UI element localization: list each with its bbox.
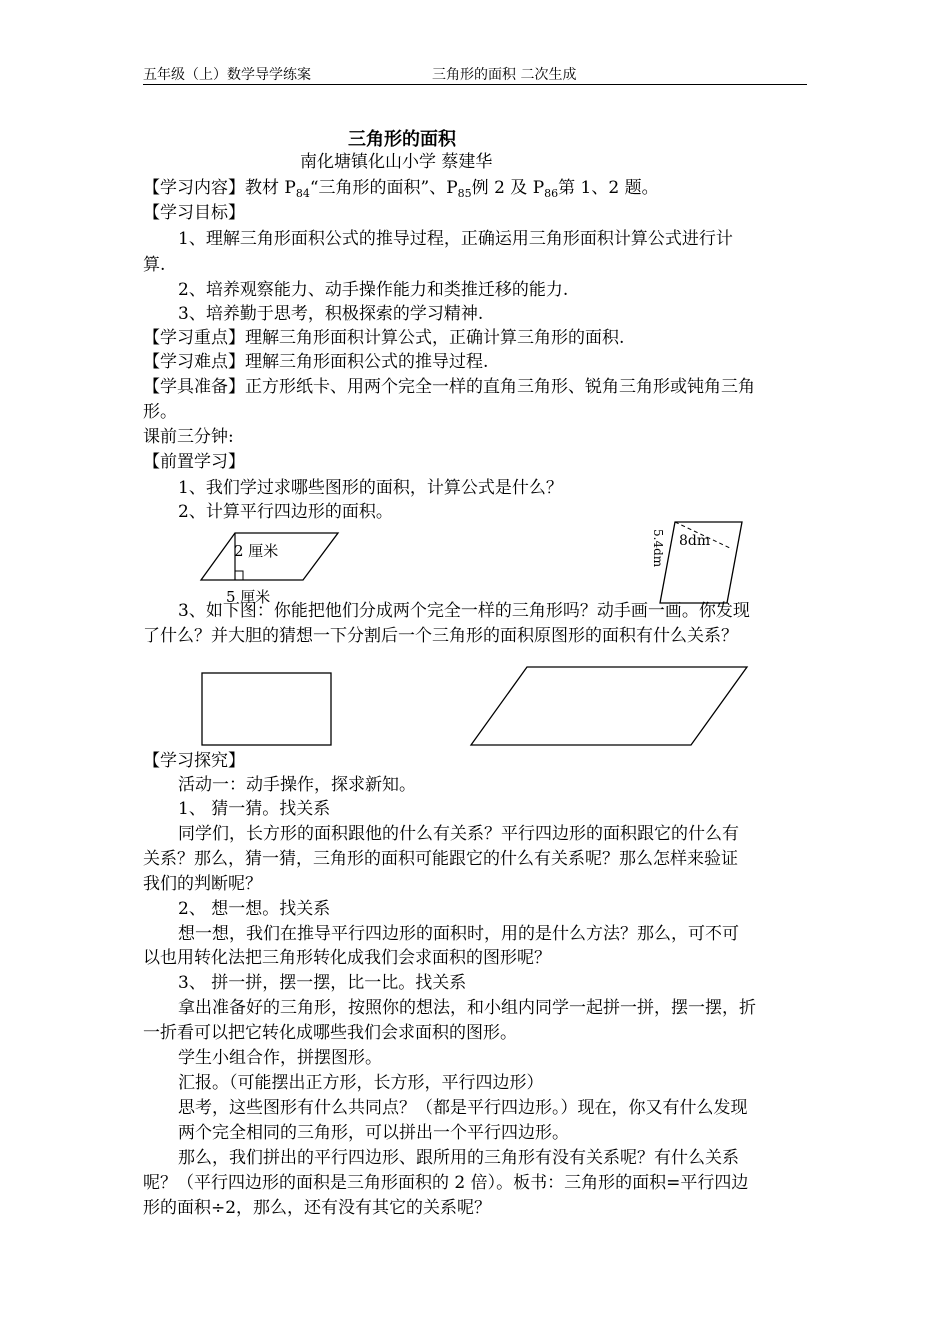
tools-line-1: 【学具准备】正方形纸卡、用两个完全一样的直角三角形、锐角三角形或钝角三角 bbox=[143, 377, 755, 397]
goal-1-line-2: 算. bbox=[143, 255, 166, 275]
step-1-line-3: 我们的判断呢？ bbox=[143, 874, 262, 894]
header-right: 三角形的面积 二次生成 bbox=[432, 67, 577, 83]
relation-line-1: 那么，我们拼出的平行四边形、跟所用的三角形有没有关系呢？有什么关系 bbox=[178, 1148, 739, 1168]
pre-question-1: 1、我们学过求哪些图形的面积，计算公式是什么？ bbox=[178, 478, 563, 498]
learning-content bbox=[143, 176, 659, 202]
fig2-base-label: 8dm bbox=[679, 533, 711, 549]
goal-2: 2、培养观察能力、动手操作能力和类推迁移的能力. bbox=[178, 280, 569, 300]
content-sub-c: 86 bbox=[544, 187, 559, 200]
content-text-c: 例 2 及 P bbox=[471, 178, 545, 198]
fig2-height-label: 5.4dm bbox=[651, 529, 665, 568]
pre-three-minutes: 课前三分钟: bbox=[143, 427, 234, 447]
page-title: 三角形的面积 bbox=[348, 129, 456, 150]
content-sub-b: 85 bbox=[457, 187, 472, 200]
step-1-title: 1、 猜一猜。找关系 bbox=[178, 799, 331, 819]
pre-question-2: 2、计算平行四边形的面积。 bbox=[178, 502, 393, 522]
right-angle-mark bbox=[235, 571, 243, 580]
step-2-line-1: 想一想，我们在推导平行四边形的面积时，用的是什么方法？那么，可不可 bbox=[178, 924, 739, 944]
explore-heading: 【学习探究】 bbox=[143, 751, 245, 771]
content-tag: 【学习内容】 bbox=[143, 178, 245, 198]
step-3-line-1: 拿出准备好的三角形，按照你的想法，和小组内同学一起拼一拼，摆一摆，折 bbox=[178, 998, 756, 1018]
author-line: 南化塘镇化山小学 蔡建华 bbox=[300, 152, 493, 172]
pre-question-3-line-1: 3、如下图：你能把他们分成两个完全一样的三角形吗？动手画一画。你发现 bbox=[178, 601, 750, 621]
relation-line-3: 形的面积÷2，那么，还有没有其它的关系呢？ bbox=[143, 1198, 492, 1218]
key-point: 【学习重点】理解三角形面积计算公式，正确计算三角形的面积. bbox=[143, 328, 625, 348]
group-work: 学生小组合作，拼摆图形。 bbox=[178, 1048, 382, 1068]
parallelogram-shape bbox=[471, 667, 747, 745]
step-2-title: 2、 想一想。找关系 bbox=[178, 899, 331, 919]
relation-line-2: 呢？（平行四边形的面积是三角形面积的 2 倍）。板书：三角形的面积=平行四边 bbox=[143, 1173, 749, 1193]
cutting-figures bbox=[195, 665, 755, 755]
pre-question-3-line-2: 了什么？并大胆的猜想一下分割后一个三角形的面积原图形的面积有什么关系？ bbox=[143, 626, 738, 646]
parallelogram-figure-1 bbox=[190, 524, 370, 604]
report: 汇报。（可能摆出正方形，长方形，平行四边形） bbox=[178, 1073, 544, 1093]
content-text-d: 第 1、2 题。 bbox=[558, 178, 659, 198]
content-text-b: “三角形的面积”、P bbox=[309, 178, 458, 198]
content-text-a: 教材 P bbox=[245, 178, 296, 198]
difficulty: 【学习难点】理解三角形面积公式的推导过程. bbox=[143, 352, 489, 372]
finding: 两个完全相同的三角形，可以拼出一个平行四边形。 bbox=[178, 1123, 569, 1143]
goal-1-line-1: 1、理解三角形面积公式的推导过程，正确运用三角形面积计算公式进行计 bbox=[178, 229, 733, 249]
rectangle-shape bbox=[202, 673, 331, 745]
content-sub-a: 84 bbox=[295, 187, 310, 200]
tools-line-2: 形。 bbox=[143, 402, 177, 422]
think: 思考，这些图形有什么共同点？（都是平行四边形。）现在，你又有什么发现 bbox=[178, 1098, 748, 1118]
goals-heading: 【学习目标】 bbox=[143, 203, 245, 223]
fig1-height-label: 2 厘米 bbox=[234, 542, 279, 560]
step-3-line-2: 一折看可以把它转化成哪些我们会求面积的图形。 bbox=[143, 1023, 517, 1043]
step-1-line-2: 关系？那么，猜一猜，三角形的面积可能跟它的什么有关系呢？那么怎样来验证 bbox=[143, 849, 738, 869]
activity-1: 活动一：动手操作，探求新知。 bbox=[178, 775, 416, 795]
header-left: 五年级（上）数学导学练案 bbox=[143, 67, 311, 83]
header-rule bbox=[143, 84, 807, 85]
step-2-line-2: 以也用转化法把三角形转化成我们会求面积的图形呢？ bbox=[143, 948, 551, 968]
step-3-title: 3、 拼一拼，摆一摆，比一比。找关系 bbox=[178, 973, 467, 993]
step-1-line-1: 同学们，长方形的面积跟他的什么有关系？平行四边形的面积跟它的什么有 bbox=[178, 824, 739, 844]
goal-3: 3、培养勤于思考，积极探索的学习精神. bbox=[178, 304, 484, 324]
fig1-base-label: 5 厘米 bbox=[226, 588, 271, 604]
pre-study-heading: 【前置学习】 bbox=[143, 452, 245, 472]
